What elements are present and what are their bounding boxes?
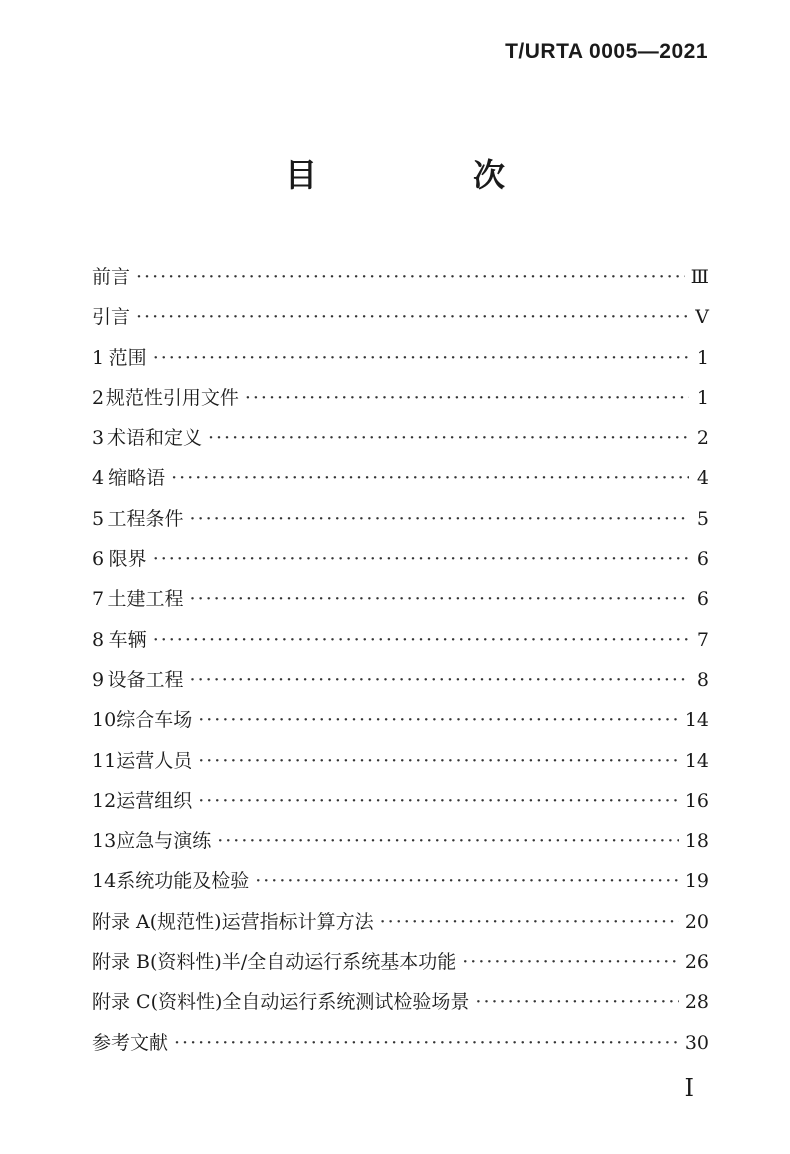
toc-leader — [208, 427, 689, 449]
toc-page: 8 — [696, 668, 709, 691]
toc-entry-7[interactable] — [92, 584, 709, 624]
toc-number: 3 — [92, 427, 105, 450]
toc-label: 运营人员 — [116, 749, 193, 772]
toc-page: 2 — [696, 427, 709, 450]
toc-leader — [153, 629, 689, 651]
page-number: Ⅰ — [684, 1074, 694, 1102]
standard-code: T/URTA 0005—2021 — [505, 40, 708, 63]
toc-leader — [190, 508, 689, 530]
toc-label: 运营组织 — [116, 789, 193, 812]
toc-number: 14 — [92, 870, 117, 893]
toc-entry-appendix-b[interactable] — [92, 947, 709, 987]
toc-label: 设备工程 — [107, 668, 184, 691]
toc-page: Ⅲ — [690, 266, 709, 288]
toc-number: 6 — [92, 548, 105, 571]
toc-appendix-label: 附录 B(资料性) — [92, 951, 222, 974]
toc-label: 全自动运行系统测试检验场景 — [222, 991, 470, 1014]
toc-entry-9[interactable] — [92, 665, 709, 705]
toc-page: 6 — [696, 548, 709, 571]
toc-page: 16 — [684, 789, 709, 812]
toc-label: 范围 — [108, 346, 147, 369]
toc-page: 7 — [696, 628, 709, 651]
toc-leader — [462, 951, 679, 973]
toc-leader — [174, 1032, 679, 1054]
toc-entry-appendix-c[interactable] — [92, 987, 709, 1027]
toc-number: 7 — [92, 588, 105, 611]
toc-page: 26 — [684, 951, 709, 974]
table-of-contents — [92, 262, 709, 1068]
toc-appendix-label: 附录 C(资料性) — [92, 991, 223, 1014]
toc-leader — [198, 709, 679, 731]
toc-label: 规范性引用文件 — [105, 386, 239, 409]
toc-page: 19 — [684, 870, 709, 893]
toc-label: 应急与演练 — [116, 830, 212, 853]
toc-entry-2[interactable] — [92, 383, 709, 423]
toc-page: 1 — [696, 386, 709, 409]
toc-number: 5 — [92, 507, 105, 530]
toc-leader — [136, 306, 689, 328]
toc-leader — [198, 750, 679, 772]
toc-number: 9 — [92, 668, 105, 691]
toc-entry-14[interactable] — [92, 866, 709, 906]
toc-number: 1 — [92, 346, 105, 369]
toc-leader — [171, 467, 689, 489]
toc-number: 8 — [92, 628, 105, 651]
toc-label: 前言 — [92, 266, 131, 288]
toc-page: 20 — [684, 910, 709, 933]
toc-page: 1 — [696, 346, 709, 369]
toc-page: Ⅴ — [695, 306, 709, 329]
toc-leader — [198, 790, 679, 812]
toc-label: 缩略语 — [108, 467, 166, 490]
toc-leader — [190, 588, 689, 610]
toc-entry-foreword[interactable] — [92, 262, 709, 302]
toc-leader — [217, 830, 679, 852]
toc-leader — [475, 991, 678, 1013]
toc-page: 14 — [684, 709, 709, 732]
toc-label: 半/全自动运行系统基本功能 — [221, 951, 457, 974]
toc-page: 30 — [684, 1031, 709, 1054]
toc-label: 土建工程 — [107, 588, 184, 611]
toc-entry-3[interactable] — [92, 423, 709, 463]
toc-entry-12[interactable] — [92, 786, 709, 826]
toc-number: 2 — [92, 386, 105, 409]
toc-appendix-label: 附录 A(规范性) — [92, 910, 222, 933]
toc-page: 18 — [684, 830, 709, 853]
toc-leader — [153, 347, 689, 369]
toc-page: 14 — [684, 749, 709, 772]
toc-number: 10 — [92, 709, 117, 732]
toc-page: 5 — [696, 507, 709, 530]
toc-entry-6[interactable] — [92, 544, 709, 584]
toc-page: 4 — [696, 467, 709, 490]
toc-label: 系统功能及检验 — [116, 870, 250, 893]
toc-entry-5[interactable] — [92, 504, 709, 544]
toc-label: 综合车场 — [116, 709, 193, 732]
toc-entry-4[interactable] — [92, 463, 709, 503]
toc-label: 限界 — [108, 548, 147, 571]
toc-leader — [153, 548, 689, 570]
toc-entry-1[interactable] — [92, 343, 709, 383]
toc-leader — [255, 870, 679, 892]
toc-entry-10[interactable] — [92, 705, 709, 745]
toc-entry-11[interactable] — [92, 746, 709, 786]
toc-number: 4 — [92, 467, 105, 490]
toc-entry-13[interactable] — [92, 826, 709, 866]
toc-entry-8[interactable] — [92, 625, 709, 665]
toc-label: 运营指标计算方法 — [221, 910, 374, 933]
toc-label: 引言 — [92, 306, 131, 329]
toc-label: 车辆 — [108, 628, 147, 651]
toc-entry-bibliography[interactable] — [92, 1028, 709, 1068]
toc-number: 13 — [92, 830, 117, 853]
toc-leader — [380, 911, 679, 933]
toc-leader — [245, 387, 689, 409]
toc-leader — [190, 669, 689, 691]
toc-label: 术语和定义 — [106, 427, 202, 450]
toc-label: 参考文献 — [92, 1031, 169, 1054]
toc-leader — [136, 266, 685, 288]
toc-label: 工程条件 — [107, 507, 184, 530]
toc-page: 28 — [684, 991, 709, 1014]
toc-number: 11 — [92, 749, 117, 772]
toc-number: 12 — [92, 789, 117, 812]
toc-entry-appendix-a[interactable] — [92, 907, 709, 947]
toc-page: 6 — [696, 588, 709, 611]
page-title: 目 次 — [284, 156, 567, 194]
toc-entry-introduction[interactable] — [92, 302, 709, 342]
